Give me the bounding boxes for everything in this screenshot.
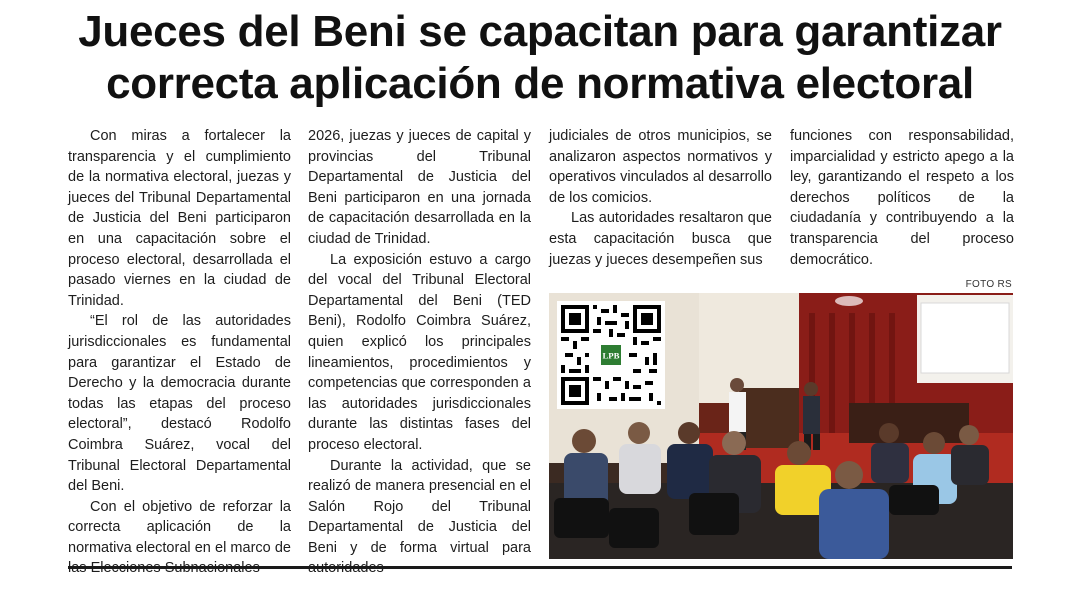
article-photo bbox=[549, 293, 1013, 559]
article-column-4 bbox=[790, 126, 1014, 270]
paragraph: “El rol de las autoridades jurisdiccionales es fundamental para garantizar el Estado de Derecho y la democracia durante todas las etapas del proceso electoral”, destacó Rodolfo Coimbra Suárez, vocal del Tribunal Electoral Departamental del Beni. bbox=[68, 313, 291, 495]
article-headline bbox=[20, 6, 1060, 110]
article-column-2 bbox=[308, 126, 531, 579]
headline-line-1: Jueces del Beni se capacitan para garantizar bbox=[78, 7, 1002, 56]
paragraph: Durante la actividad, que se realizó de manera presencial en el Salón Rojo del Tribunal Departamental de Justicia del Beni y de forma virtual para bbox=[308, 457, 531, 556]
qr-logo-text: LPB bbox=[602, 350, 620, 361]
article-column-1 bbox=[68, 126, 291, 579]
paragraph: Con miras a fortalecer la transparencia y el cumplimiento de la normativa electoral, juezas y jueces del Tribunal Departamental de Justicia del Beni participaron en una capacitación sobre el proceso electoral, desarrollada el pasado viernes en la ciudad de Trinidad. bbox=[68, 128, 291, 309]
paragraph: Las autoridades resaltaron que esta capacitación busca que juezas y jueces desempeñen sus bbox=[549, 210, 772, 268]
paragraph: La exposición estuvo a cargo del vocal del Tribunal Electoral Departamental del Beni (TED Beni), Rodolfo Coimbra Suárez, quien explicó los principales lineamientos, procedimientos y competencias que corresponden a las autoridades jurisdiccionales durante las distintas fases del proceso electoral. bbox=[308, 251, 531, 453]
qr-code-icon bbox=[561, 305, 661, 405]
paragraph: judiciales de otros municipios, se analizaron aspectos normativos y operativos vinculados al desarrollo de los comicios. bbox=[549, 128, 772, 206]
paragraph: 2026, juezas y jueces de capital y provincias del Tribunal Departamental de Justicia del Beni participaron en una jornada de capacitación desarrollada en la ciudad de Trinidad. bbox=[308, 128, 531, 247]
paragraph: Con el objetivo de reforzar la correcta aplicación de la normativa electoral en el marco de bbox=[68, 498, 291, 556]
headline-line-2: correcta aplicación de normativa electoral bbox=[106, 59, 974, 108]
bottom-rule bbox=[68, 566, 1012, 569]
article-column-3 bbox=[549, 126, 772, 270]
paragraph: funciones con responsabilidad, imparcialidad y estricto apego a la ley, garantizando el respeto a los derechos políticos de la ciudadanía y contribuyendo a la transparencia del proceso democrático. bbox=[790, 128, 1014, 268]
qr-code[interactable] bbox=[557, 301, 665, 409]
photo-credit: FOTO RS bbox=[965, 279, 1012, 290]
